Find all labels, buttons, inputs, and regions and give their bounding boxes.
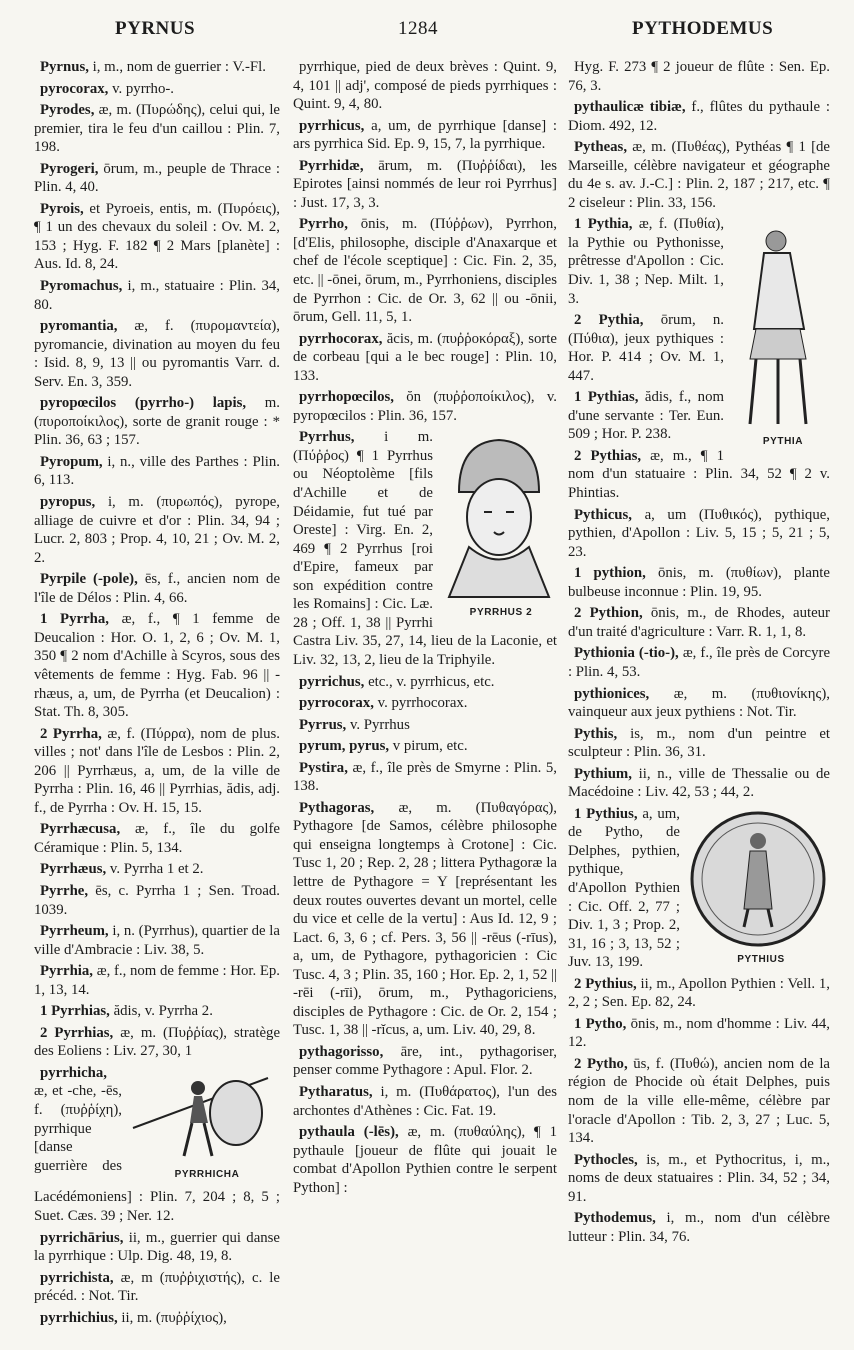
entry-headword: 1 Pytho, bbox=[574, 1015, 627, 1032]
dictionary-entry bbox=[568, 138, 830, 212]
dictionary-entry bbox=[34, 101, 280, 157]
entry-headword: pythagorisso, bbox=[299, 1043, 384, 1060]
entry-headword: 1 pythion, bbox=[574, 565, 646, 582]
dictionary-entry bbox=[34, 1024, 280, 1061]
entry-definition: ii, m. (πυῤῥίχιος), bbox=[121, 1309, 227, 1326]
dictionary-entry bbox=[293, 388, 557, 425]
entry-definition: etc., v. pyrrhicus, etc. bbox=[368, 673, 495, 690]
entry-headword: 2 Pythia, bbox=[574, 312, 644, 329]
entry-headword: 1 Pyrrhias, bbox=[40, 1003, 110, 1020]
entry-definition: m. (πυροποίκιλος), sorte de granit rouge : * Plin. 36, 63 ; 157. bbox=[34, 395, 280, 449]
entry-definition: æ, m. (πυθαύλης), ¶ 1 pythaule [joueur de flûte qui jouait le combat d'Apollon Pythien contre le serpent Python] : bbox=[293, 1124, 557, 1196]
dictionary-entry bbox=[568, 604, 830, 641]
figure-caption: PYTHIUS bbox=[737, 953, 785, 965]
dictionary-entry bbox=[568, 805, 830, 972]
dictionary-entry bbox=[568, 725, 830, 762]
entry-definition: v. Pyrrhus bbox=[349, 716, 410, 733]
entry-definition: pyrrhique, pied de deux brèves : Quint. 9, 4, 101 || adj', composé de pieds pyrrhiques : Quint. 9, 4, 80. bbox=[293, 59, 557, 113]
entry-definition: ēs, c. Pyrrha 1 ; Sen. Troad. 1039. bbox=[34, 882, 280, 918]
entry-headword: 2 Pythius, bbox=[574, 975, 637, 992]
column-3 bbox=[568, 58, 830, 1343]
entry-headword: 2 Pyrrhias, bbox=[40, 1024, 114, 1041]
entry-headword: Pythionia (-tio-), bbox=[574, 645, 679, 662]
entry-definition: æ, m (πυῤῥιχιστής), c. le précéd. : Not. Tir. bbox=[34, 1269, 280, 1305]
pythia-illustration bbox=[730, 219, 830, 452]
dictionary-entry bbox=[34, 922, 280, 959]
column-2 bbox=[293, 58, 557, 1343]
dictionary-entry bbox=[34, 1309, 280, 1328]
entry-headword: pyromantia, bbox=[40, 318, 118, 335]
entry-definition: i, n., ville des Parthes : Plin. 6, 113. bbox=[34, 453, 280, 489]
dictionary-entry bbox=[293, 1123, 557, 1197]
entry-definition: æ, m. (Πυθέας), Pythéas ¶ 1 [de Marseille, célèbre navigateur et géographe du 4e s. av. J.-C.] : Plin. 2, 187 ; 217, etc. ¶ 2 ciseleur : Plin. 33, 156. bbox=[568, 139, 830, 211]
entry-definition: āre, int., pythagoriser, penser comme Pythagore : Apul. Flor. 2. bbox=[293, 1043, 557, 1079]
entry-definition: v. pyrrhocorax. bbox=[377, 695, 468, 712]
dictionary-entry bbox=[568, 644, 830, 681]
entry-headword: Pyrois, bbox=[40, 200, 84, 217]
entry-definition: ii, n., ville de Thessalie ou de Macédoine : Liv. 42, 53 ; 44, 2. bbox=[568, 765, 830, 801]
dictionary-entry bbox=[568, 447, 830, 503]
entry-definition: ōnis, m., nom d'homme : Liv. 44, 12. bbox=[568, 1015, 830, 1051]
entry-definition: v. pyrrho-. bbox=[112, 80, 174, 97]
entry-definition: v. Pyrrha 1 et 2. bbox=[109, 861, 204, 878]
entry-definition: ōnis, m. (πυθίων), plante bulbeuse inconnue : Plin. 19, 95. bbox=[568, 565, 830, 600]
entry-headword: Pyrpile (-pole), bbox=[40, 571, 138, 588]
entry-definition: æ, f. (πυρομαντεία), pyromancie, divination au moyen du feu : Isid. 8, 9, 13 || ou pyromantis Varr. d. Serv. En. 3, 359. bbox=[34, 318, 280, 390]
dictionary-entry bbox=[34, 725, 280, 818]
entry-headword: 1 Pythia, bbox=[574, 216, 633, 233]
entry-headword: 2 Pyrrha, bbox=[40, 725, 102, 742]
dictionary-entry bbox=[34, 962, 280, 999]
page-header bbox=[0, 18, 854, 48]
entry-definition: ōnis, m., de Rhodes, auteur d'un traité d'agriculture : Varr. R. 1, 1, 8. bbox=[568, 605, 830, 640]
column-1 bbox=[34, 58, 280, 1343]
dictionary-entry bbox=[34, 820, 280, 857]
dictionary-entry bbox=[293, 157, 557, 213]
dictionary-entry bbox=[34, 1002, 280, 1021]
entry-headword: Pythicus, bbox=[574, 506, 632, 523]
dictionary-entry bbox=[34, 1229, 280, 1266]
dictionary-entry bbox=[568, 685, 830, 722]
dictionary-entry bbox=[568, 58, 830, 95]
dictionary-entry bbox=[568, 564, 830, 601]
entry-definition: i, m., nom d'un célèbre lutteur : Plin. 34, 76. bbox=[568, 1210, 830, 1245]
entry-headword: Pyrrhus, bbox=[299, 429, 355, 446]
dictionary-entry bbox=[568, 98, 830, 135]
entry-definition: et Pyroeis, entis, m. (Πυρόεις), ¶ 1 un des chevaux du soleil : Ov. M. 2, 153 ; Hyg. F. 182 ¶ 2 Mars [planète] : Aus. Id. 8, 24. bbox=[34, 200, 280, 273]
figure-caption: PYRRHICHA bbox=[174, 1168, 240, 1180]
entry-definition: æ, et -che, -ēs, f. (πυῤῥίχη), pyrrhique [danse guerrière des Lacédémoniens] : Plin. 7, 204 ; 8, 5 ; Suet. Cæs. 39 ; Ner. 12. bbox=[34, 1083, 280, 1224]
entry-definition: ūs, f. (Πυθώ), ancien nom de la région de Phocide où était Delphes, puis nom de la ville elle-même, célèbre par l'oracle d'Apollon : Tib. 2, 3, 27 ; Luc. 5, 134. bbox=[568, 1055, 830, 1147]
dictionary-entry bbox=[293, 759, 557, 796]
entry-headword: pyrrhocorax, bbox=[299, 330, 383, 347]
entry-definition: æ, f. (Πυθία), la Pythie ou Pythonisse, prêtresse d'Apollon : Cic. Div. 1, 38 ; Nep. Milt. 1, 3. bbox=[568, 216, 725, 307]
dictionary-entry bbox=[34, 610, 280, 721]
dictionary-entry bbox=[568, 765, 830, 802]
entry-headword: pyrrichārius, bbox=[40, 1229, 124, 1246]
entry-headword: Pystira, bbox=[299, 759, 348, 776]
entry-definition: i, m., statuaire : Plin. 34, 80. bbox=[34, 278, 280, 313]
entry-definition: æ, m. (πυθιονίκης), vainqueur aux jeux pythiens : Not. Tir. bbox=[568, 685, 830, 721]
dictionary-entry bbox=[34, 160, 280, 197]
entry-definition: a, um, de Pytho, de Delphes, pythien, pythique, d'Apollon Pythien : Cic. Off. 2, 77 ; Div. 1, 3 ; Prop. 2, 31, 16 ; 3, 13, 52 ; Juv. 13, 199. bbox=[568, 805, 680, 971]
dictionary-entry bbox=[293, 673, 557, 692]
entry-definition: ōrum, m., peuple de Thrace : Plin. 4, 40. bbox=[34, 160, 280, 196]
entry-definition: v pirum, etc. bbox=[392, 738, 468, 755]
entry-definition: ōrum, n. (Πύθια), jeux pythiques : Hor. P. 414 ; Ov. M. 1, 447. bbox=[568, 312, 725, 384]
entry-headword: Pytheas, bbox=[574, 139, 628, 156]
page-number: 1284 bbox=[398, 18, 438, 39]
entry-headword: pyrrichista, bbox=[40, 1269, 114, 1286]
entry-headword: Pyrodes, bbox=[40, 102, 95, 119]
entry-headword: 2 Pythion, bbox=[574, 605, 643, 622]
entry-headword: pythionices, bbox=[574, 685, 650, 702]
entry-definition: æ, f., île près de Smyrne : Plin. 5, 138. bbox=[293, 759, 557, 795]
entry-headword: 2 Pythias, bbox=[574, 447, 642, 464]
entry-headword: Pyromachus, bbox=[40, 278, 123, 295]
entry-headword: Pyrrheum, bbox=[40, 923, 109, 940]
entry-headword: Pyrnus, bbox=[40, 59, 89, 75]
entry-headword: 1 Pythius, bbox=[574, 805, 638, 822]
entry-headword: Pyrogeri, bbox=[40, 160, 99, 177]
dictionary-entry bbox=[34, 200, 280, 274]
dictionary-entry bbox=[568, 1055, 830, 1148]
dictionary-entry bbox=[34, 1064, 280, 1226]
dictionary-entry bbox=[293, 215, 557, 326]
entry-headword: pyrrhichius, bbox=[40, 1309, 118, 1326]
entry-definition: i, m. (Πυθάρατος), l'un des archontes d'Athènes : Cic. Fat. 19. bbox=[293, 1083, 557, 1119]
entry-definition: ēs, f., ancien nom de l'île de Délos : Plin. 4, 66. bbox=[34, 571, 280, 606]
dictionary-entry bbox=[568, 1209, 830, 1246]
entry-definition: æ, m., ¶ 1 nom d'un statuaire : Plin. 34, 52 ¶ 2 v. Phintias. bbox=[568, 447, 830, 502]
entry-definition: æ, f., île près de Corcyre : Plin. 4, 53. bbox=[568, 645, 830, 680]
entry-headword: Pyrrus, bbox=[299, 716, 347, 733]
entry-headword: Pytharatus, bbox=[299, 1083, 373, 1100]
dictionary-entry bbox=[293, 694, 557, 713]
dictionary-entry bbox=[34, 882, 280, 919]
entry-definition: æ, m. (Πυθαγόρας), Pythagore [de Samos, célèbre philosophe qui enseigna longtemps à Crotone] : Cic. Tusc 1, 20 ; Rep. 2, 28 ; littera Pythagoræ la lettre de Pythagore = Y [représentant les deux routes ouvertes devant un mortel, celle du vice et celle de la vertu] : Aus Id. 12, 9 ; Lact. 6, 3, 6 ; cf. Pers. 3, 56 || -rēus (-rīus), a, um, de Pythagore, pythagoricien : Cic Tusc. 4, 3 ; Plin. 35, 160 ; Hor. Ep. 2, 1, 52 || -rēi (-rīi), ōrum, m., Pythagoriciens, disciples de Pythagore : Cic. de Or. 2, 154 ; Tusc. 1, 38 || -rĭcus, a, um. Liv. 40, 29, 8. bbox=[293, 799, 557, 1039]
entry-definition: æ, m. (Πυῤῥίας), stratège des Eoliens : Liv. 27, 30, 1 bbox=[34, 1024, 280, 1060]
entry-headword: Pythocles, bbox=[574, 1151, 638, 1168]
right-guide-word: PYTHODEMUS bbox=[632, 18, 774, 39]
entry-headword: pyrrichus, bbox=[299, 673, 365, 690]
dictionary-entry bbox=[568, 975, 830, 1012]
entry-headword: Pyrrhe, bbox=[40, 882, 89, 899]
entry-definition: ŏn (πυῤῥοποίκιλος), v. pyropœcilos : Plin. 36, 157. bbox=[293, 389, 557, 424]
dictionary-entry bbox=[34, 58, 280, 77]
left-guide-word: PYRNUS bbox=[115, 18, 196, 39]
entry-headword: Pythis, bbox=[574, 725, 618, 742]
entry-definition: æ, f., ¶ 1 femme de Deucalion : Hor. O. 1, 2, 6 ; Ov. M. 1, 350 ¶ 2 nom d'Achille à Scyros, sous des vêtements de femme : Hyg. Fab. 96 || -rhæus, a, um, de Pyrrha (et Deucalion) : Stat. Th. 8, 305. bbox=[34, 611, 280, 721]
entry-headword: pythaula (-lēs), bbox=[299, 1124, 399, 1141]
dictionary-entry bbox=[568, 1151, 830, 1207]
entry-definition: ădis, f., nom d'une servante : Ter. Eun. 509 ; Hor. P. 238. bbox=[568, 389, 724, 443]
dictionary-entry bbox=[293, 117, 557, 154]
dictionary-entry bbox=[293, 799, 557, 1040]
entry-definition: a, um (Πυθικός), pythique, pythien, d'Apollon : Liv. 5, 15 ; 5, 21 ; 5, 23. bbox=[568, 506, 830, 560]
entry-headword: Pyropum, bbox=[40, 453, 103, 470]
entry-definition: is, m., nom d'un peintre et sculpteur : Plin. 36, 31. bbox=[568, 725, 830, 761]
dictionary-entry bbox=[34, 80, 280, 99]
entry-headword: pyrocorax, bbox=[40, 80, 109, 97]
dictionary-entry bbox=[293, 1043, 557, 1080]
entry-definition: ii, m., Apollon Pythien : Vell. 1, 2, 2 ; Sen. Ep. 82, 24. bbox=[568, 975, 830, 1011]
pyrrhus-illustration bbox=[439, 432, 557, 623]
entry-headword: pyrum, pyrus, bbox=[299, 738, 390, 755]
figure-caption: PYTHIA bbox=[762, 436, 804, 448]
entry-headword: 1 Pythias, bbox=[574, 389, 639, 406]
dictionary-entry bbox=[34, 317, 280, 391]
entry-definition: i, m. (πυρωπός), pyrope, alliage de cuivre et d'or : Plin. 34, 94 ; Lucr. 2, 803 ; Prop. 4, 10, 21 ; Ov. M. 2, 2. bbox=[34, 494, 280, 566]
entry-definition: æ, f. (Πύρρα), nom de plus. villes ; not' dans l'île de Lesbos : Plin. 2, 206 || Pyrrhæus, a, um, de la ville de Pyrrha : Plin. 16, 46 || Pyrrhias, ădis, adj. f., de Pyrrha : Ov. H. 15, 15. bbox=[34, 725, 280, 816]
dictionary-entry bbox=[34, 860, 280, 879]
entry-headword: 1 Pyrrha, bbox=[40, 611, 109, 628]
entry-headword: pyrrhicha, bbox=[40, 1064, 107, 1081]
entry-definition: æ, f., nom de femme : Hor. Ep. 1, 13, 14. bbox=[34, 963, 280, 998]
pythius-illustration bbox=[686, 809, 830, 970]
entry-definition: æ, f., île du golfe Céramique : Plin. 5, 134. bbox=[34, 821, 280, 856]
entry-definition: ii, m., guerrier qui danse la pyrrhique : Ulp. Dig. 48, 19, 8. bbox=[34, 1229, 280, 1265]
dictionary-entry bbox=[293, 58, 557, 114]
entry-headword: pyrrhopœcilos, bbox=[299, 389, 394, 406]
entry-headword: pythaulicæ tibiæ, bbox=[574, 99, 686, 116]
entry-headword: pyropœcilos (pyrrho-) lapis, bbox=[40, 395, 247, 412]
dictionary-entry bbox=[34, 394, 280, 450]
entry-definition: ăcis, m. (πυῤῥοκόραξ), sorte de corbeau [qui a le bec rouge] : Plin. 10, 133. bbox=[293, 330, 557, 384]
entry-definition: i, m., nom de guerrier : V.-Fl. bbox=[92, 59, 266, 75]
dictionary-entry bbox=[293, 716, 557, 735]
entry-definition: æ, m. (Πυρώδης), celui qui, le premier, tira le feu d'un caillou : Plin. 7, 198. bbox=[34, 102, 280, 156]
entry-headword: Pyrrho, bbox=[299, 216, 348, 233]
entry-definition: is, m., et Pythocritus, i, m., noms de deux statuaires : Plin. 34, 52 ; 34, 91. bbox=[568, 1151, 830, 1205]
dictionary-entry bbox=[34, 1269, 280, 1306]
entry-headword: Pyrrhæcusa, bbox=[40, 821, 121, 838]
entry-headword: pyrrhicus, bbox=[299, 117, 365, 134]
dictionary-entry bbox=[34, 493, 280, 567]
entry-headword: Pyrrhia, bbox=[40, 963, 94, 980]
entry-headword: pyrrocorax, bbox=[299, 695, 374, 712]
entry-definition: ārum, m. (Πυῤῥίδαι), les Epirotes [ainsi nommés de leur roi Pyrrhus] : Just. 17, 3, 3. bbox=[293, 157, 557, 211]
entry-headword: Pythagoras, bbox=[299, 799, 375, 816]
dictionary-entry bbox=[293, 1083, 557, 1120]
dictionary-entry bbox=[568, 506, 830, 562]
entry-definition: ōnis, m. (Πύῤῥων), Pyrrhon, [d'Elis, philosophe, disciple d'Anaxarque et chef de l'école sceptique] : Cic. Fin. 2, 35, etc. || -ōnei, ōrum, m., Pyrrhoniens, disciples de Pyrrhon : Cic. de Or. 3, 62 || ou -ōnii, ōrum, Gell. 11, 5, 1. bbox=[293, 216, 557, 326]
entry-headword: 2 Pytho, bbox=[574, 1055, 628, 1072]
entry-definition: i, n. (Pyrrhus), quartier de la ville d'Ambracie : Liv. 38, 5. bbox=[34, 923, 280, 958]
entry-headword: Pythium, bbox=[574, 765, 632, 782]
dictionary-entry bbox=[293, 428, 557, 669]
dictionary-entry bbox=[293, 330, 557, 386]
entry-definition: i m. (Πύῤῥος) ¶ 1 Pyrrhus ou Néoptolème [fils d'Achille et de Déidamie, fut tué par Oreste] : Virg. En. 2, 469 ¶ 2 Pyrrhus [roi d'Epire, fameux par son expédition contre les Romains] : Cic. Læ. 28 ; Off. 1, 38 || Pyrrhi Castra Liv. 35, 27, 14, lieu de la Laconie, et Liv. 32, 13, 2, lieu de la Triphyile. bbox=[293, 429, 557, 668]
entry-headword: Pyrrhæus, bbox=[40, 861, 107, 878]
entry-headword: pyropus, bbox=[40, 494, 96, 511]
dictionary-entry bbox=[34, 570, 280, 607]
dictionary-entry bbox=[293, 737, 557, 756]
entry-definition: f., flûtes du pythaule : Diom. 492, 12. bbox=[568, 99, 830, 134]
figure-caption: PYRRHUS 2 bbox=[469, 607, 533, 619]
pyrrhicha-illustration bbox=[128, 1068, 280, 1185]
entry-headword: Pyrrhidæ, bbox=[299, 157, 364, 174]
entry-definition: Hyg. F. 273 ¶ 2 joueur de flûte : Sen. Ep. 76, 3. bbox=[568, 59, 830, 94]
entry-headword: Pythodemus, bbox=[574, 1210, 656, 1227]
entry-definition: ădis, v. Pyrrha 2. bbox=[113, 1003, 213, 1020]
entry-definition: a, um, de pyrrhique [danse] : ars pyrrhica Sid. Ep. 9, 15, 7, la pyrrhique. bbox=[293, 117, 557, 153]
dictionary-entry bbox=[568, 1015, 830, 1052]
dictionary-entry bbox=[34, 277, 280, 314]
dictionary-entry bbox=[34, 453, 280, 490]
